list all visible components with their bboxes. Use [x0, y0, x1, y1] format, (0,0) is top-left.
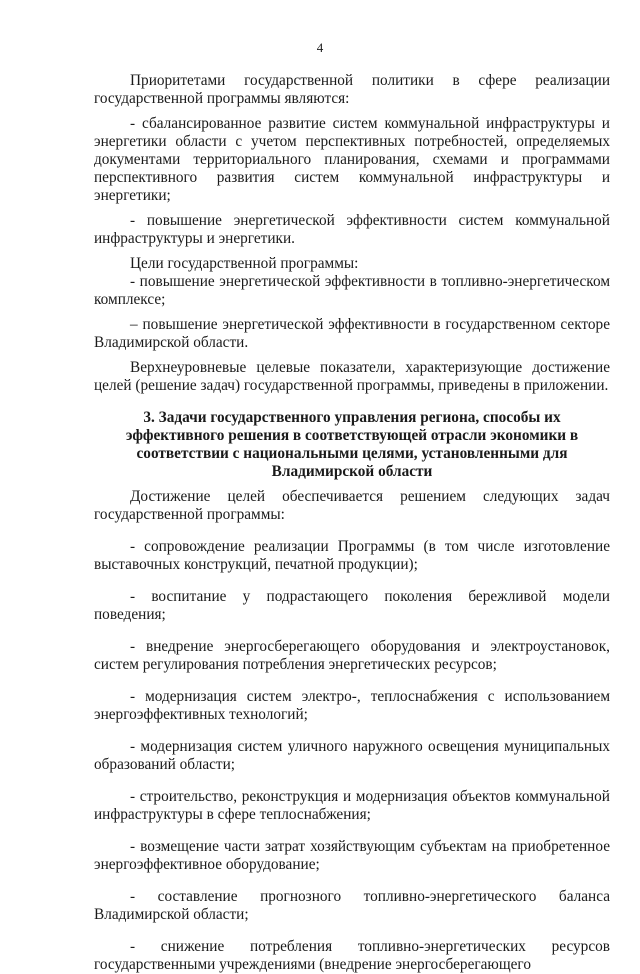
paragraph-priority-2: - повышение энергетической эффективности систем коммунальной инфраструктуры и энергетики. [94, 212, 610, 247]
paragraph-indicators: Верхнеуровневые целевые показатели, характеризующие достижение целей (решение задач) государственной программы, приведены в приложении. [94, 359, 610, 394]
list-item-task-2: - воспитание у подрастающего поколения бережливой модели поведения; [94, 588, 610, 623]
document-body [94, 72, 610, 974]
page-number: 4 [316, 40, 324, 55]
paragraph-goal-2: – повышение энергетической эффективности в государственном секторе Владимирской области. [94, 316, 610, 351]
list-item-task-8: - составление прогнозного топливно-энергетического баланса Владимирской области; [94, 888, 610, 923]
list-item-task-1: - сопровождение реализации Программы (в том числе изготовление выставочных конструкций, печатной продукции); [94, 538, 610, 573]
section-heading: 3. Задачи государственного управления региона, способы их эффективного решения в соответствующей отрасли экономики в соответствии с национальными целями, установленными для Владимирской области [125, 409, 579, 480]
paragraph-priorities: Приоритетами государственной политики в сфере реализации государственной программы являются: [94, 72, 610, 107]
list-item-task-5: - модернизация систем уличного наружного освещения муниципальных образований области; [94, 738, 610, 773]
paragraph-intro: Достижение целей обеспечивается решением следующих задач государственной программы: [94, 488, 610, 523]
paragraph-goal-1: - повышение энергетической эффективности в топливно-энергетическом комплексе; [94, 273, 610, 308]
paragraph-priority-1: - сбалансированное развитие систем коммунальной инфраструктуры и энергетики области с учетом перспективных потребностей, определяемых документами территориального планирования, схемами и программами перспективного развития систем коммунальной инфраструктуры и энергетики; [94, 115, 610, 204]
list-item-task-6: - строительство, реконструкция и модернизация объектов коммунальной инфраструктуры в сфере теплоснабжения; [94, 788, 610, 823]
list-item-task-3: - внедрение энергосберегающего оборудования и электроустановок, систем регулирования потребления энергетических ресурсов; [94, 638, 610, 673]
list-item-task-7: - возмещение части затрат хозяйствующим субъектам на приобретенное энергоэффективное оборудование; [94, 838, 610, 873]
list-item-task-4: - модернизация систем электро-, теплоснабжения с использованием энергоэффективных технологий; [94, 688, 610, 723]
list-item-task-9: - снижение потребления топливно-энергетических ресурсов государственными учреждениями (внедрение энергосберегающего [94, 938, 610, 973]
paragraph-goals-title: Цели государственной программы: [130, 255, 359, 272]
